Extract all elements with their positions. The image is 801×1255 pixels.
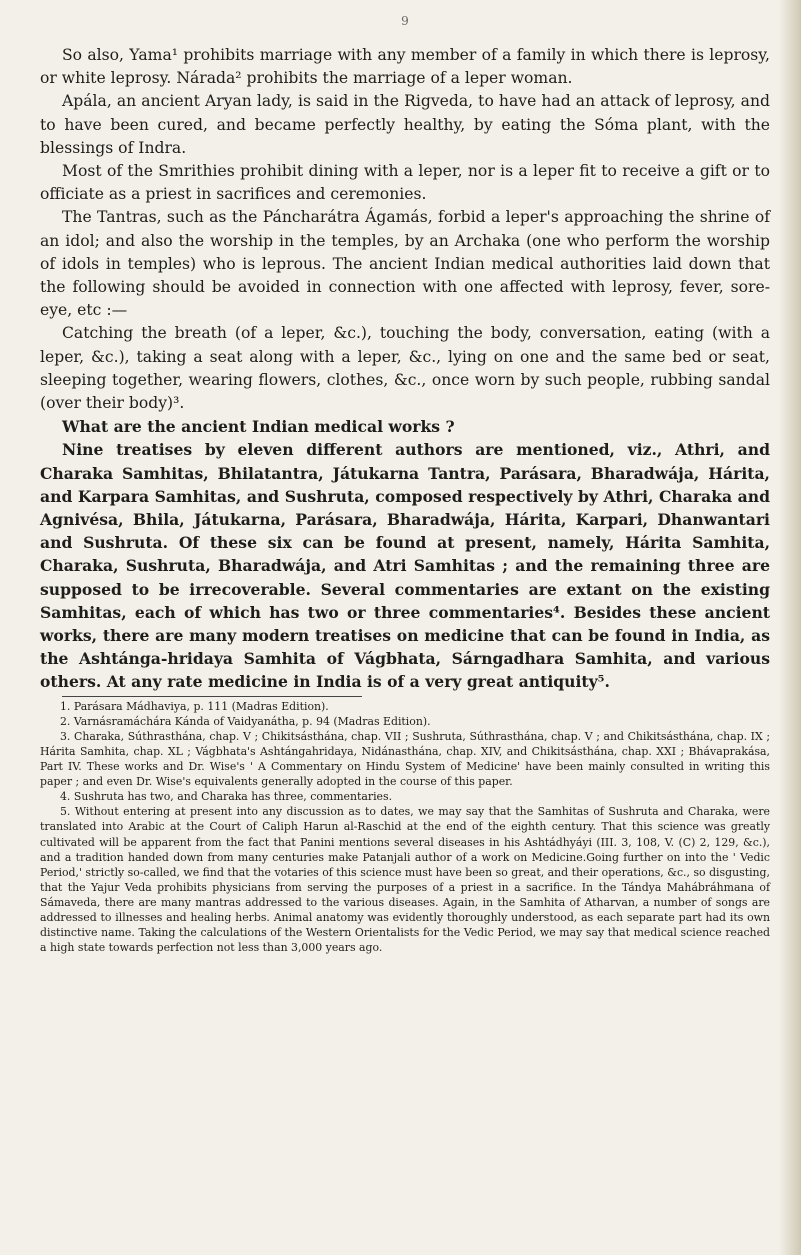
- question-heading: What are the ancient Indian medical works ?: [62, 417, 455, 437]
- book-page: [40, 14, 770, 955]
- main-text: [40, 44, 770, 694]
- paragraph: So also, Yama¹ prohibits marriage with any member of a family in which there is leprosy, or white leprosy. Nárada² prohibits the marriage of a leper woman.: [40, 46, 770, 88]
- paragraph: Nine treatises by eleven different authors are mentioned, viz., Athri, and Charaka Samhitas, Bhilatantra, Játukarna Tantra, Parásara, Bharadwája, Hárita, and Karpara Samhitas, and Sushruta, composed respectively by Athri, Charaka and Agnivésa, Bhila, Játukarna, Parásara, Bharadwája, Hárita, Karpari, Dhanwantari and Sushruta. Of these six can be found at present, namely, Hárita Samhita, Charaka, Sushruta, Bharadwája, and Atri Samhitas ; and the remaining three are supposed to be irrecoverable. Several commentaries are extant on the existing Samhitas, each of which has two or three commentaries⁴. Besides these ancient works, there are many modern treatises on medicine that can be found in India, as the Ashtánga-hridaya Samhita of Vágbhata, Sárngadhara Samhita, and various others. At any rate medicine in India is of a very great antiquity⁵.: [40, 440, 770, 692]
- page-edge-shadow: [779, 0, 801, 1255]
- paragraph: Catching the breath (of a leper, &c.), touching the body, conversation, eating (with a leper, &c.), taking a seat along with a leper, &c., lying on one and the same bed or seat, sleeping together, wearing flowers, clothes, &c., once worn by such people, rubbing sandal (over their body)³.: [40, 324, 770, 413]
- paragraph: Apála, an ancient Aryan lady, is said in the Rigveda, to have had an attack of leprosy, and to have been cured, and became perfectly healthy, by eating the Sóma plant, with the blessings of Indra.: [40, 92, 770, 157]
- footnote-rule: [62, 696, 362, 697]
- page-number: 9: [401, 14, 409, 28]
- footnote: 2. Varnásramáchára Kánda of Vaidyanátha, p. 94 (Madras Edition).: [60, 714, 431, 728]
- footnote: 3. Charaka, Súthrasthána, chap. V ; Chikitsásthána, chap. VII ; Sushruta, Súthrasthána, chap. V ; and Chikitsásthána, chap. IX ; Hárita Samhita, chap. XL ; Vágbhata's Ashtángahridaya, Nidánasthána, chap. XIV, and Chikitsásthána, chap. XXI ; Bhávaprakása, Part IV. These works and Dr. Wise's ' A Commentary on Hindu System of Medicine' have been mainly consulted in writing this paper ; and even Dr. Wise's equivalents generally adopted in the course of this paper.: [40, 729, 770, 789]
- footnote: 4. Sushruta has two, and Charaka has three, commentaries.: [60, 790, 393, 804]
- paragraph: Most of the Smrithies prohibit dining with a leper, nor is a leper fit to receive a gift or to officiate as a priest in sacrifices and ceremonies.: [40, 162, 770, 204]
- paragraph: The Tantras, such as the Páncharátra Ágamás, forbid a leper's approaching the shrine of an idol; and also the worship in the temples, by an Archaka (one who perform the worship of idols in temples) who is leprous. The ancient Indian medical authorities laid down that the following should be avoided in connection with one affected with leprosy, fever, sore-eye, etc :—: [40, 208, 770, 320]
- footnote: 5. Without entering at present into any discussion as to dates, we may say that the Samhitas of Sushruta and Charaka, were translated into Arabic at the Court of Caliph Harun al-Raschid at the end of the eighth century. That this science was greatly cultivated will be apparent from the fact that Panini mentions several diseases in his Ashtádhyáyi (III. 3, 108, V. (C) 2, 129, &c.), and a tradition handed down from many centuries make Patanjali author of a work on Medicine.Going further on into the ' Vedic Period,' strictly so-called, we find that the votaries of this science must have been so great, and their operations, &c., so disgusting, that the Yajur Veda prohibits physicians from serving the purposes of a priest in a sacrifice. In the Tándya Mahábráhmana of Sámaveda, there are many mantras addressed to the various diseases. Again, in the Samhita of Atharvan, a number of songs are addressed to illnesses and healing herbs. Animal anatomy was evidently thoroughly understood, as each separate part had its own distinctive name. Taking the calculations of the Western Orientalists for the Vedic Period, we may say that medical science reached a high state towards perfection not less than 3,000 years ago.: [40, 805, 770, 955]
- footnote: 1. Parásara Mádhaviya, p. 111 (Madras Edition).: [60, 699, 329, 713]
- footnotes: [40, 699, 770, 956]
